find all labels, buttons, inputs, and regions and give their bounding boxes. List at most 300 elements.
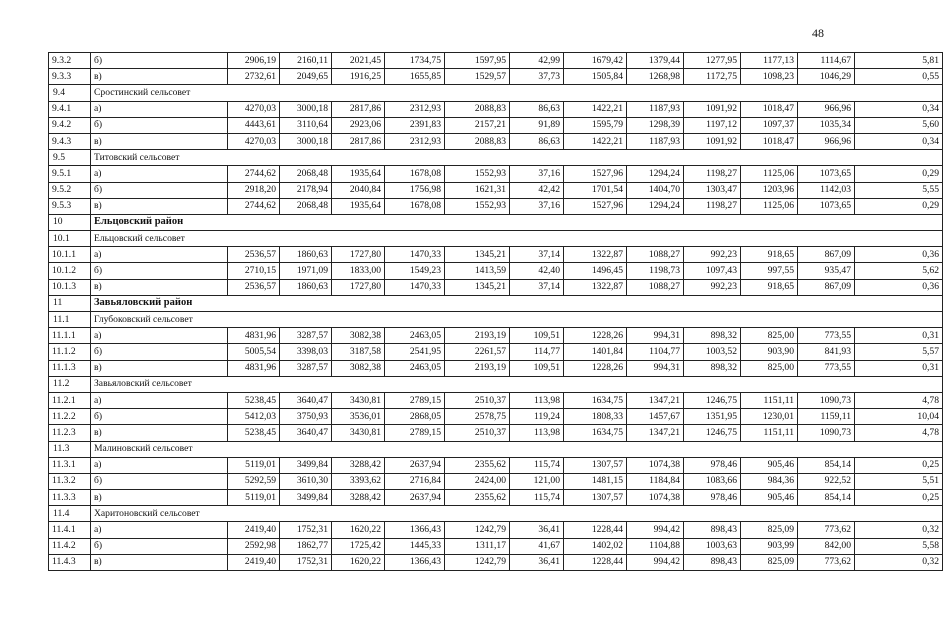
value-cell: 37,16 [510, 198, 564, 214]
district-heading-row [49, 295, 943, 311]
council-heading-row [49, 376, 943, 392]
table-row [49, 53, 943, 69]
value-cell: 2157,21 [445, 117, 510, 133]
value-cell: 1311,17 [445, 538, 510, 554]
council-title: Ельцовский сельсовет [91, 231, 943, 247]
value-cell: 1198,27 [684, 198, 741, 214]
row-subitem: а) [91, 166, 228, 182]
value-cell: 1679,42 [564, 53, 627, 69]
row-code: 11.3.2 [49, 473, 91, 489]
value-cell: 10,04 [855, 409, 943, 425]
value-cell: 5,60 [855, 117, 943, 133]
council-heading-row [49, 312, 943, 328]
value-cell: 903,99 [741, 538, 798, 554]
council-title: Сростинский сельсовет [91, 85, 943, 101]
value-cell: 854,14 [798, 490, 855, 506]
value-cell: 2068,48 [280, 166, 332, 182]
value-cell: 994,42 [627, 522, 684, 538]
value-cell: 5119,01 [228, 490, 280, 506]
value-cell: 1366,43 [385, 554, 445, 570]
value-cell: 86,63 [510, 133, 564, 149]
value-cell: 825,09 [741, 522, 798, 538]
district-title: Ельцовский район [91, 214, 943, 230]
value-cell: 41,67 [510, 538, 564, 554]
value-cell: 2178,94 [280, 182, 332, 198]
row-subitem: б) [91, 182, 228, 198]
table-row [49, 522, 943, 538]
page-number: 48 [812, 26, 824, 40]
value-cell: 1097,37 [741, 117, 798, 133]
council-heading-row [49, 506, 943, 522]
value-cell: 3430,81 [332, 392, 385, 408]
value-cell: 5412,03 [228, 409, 280, 425]
value-cell: 1114,67 [798, 53, 855, 69]
value-cell: 997,55 [741, 263, 798, 279]
council-heading-row [49, 85, 943, 101]
table-row [49, 182, 943, 198]
value-cell: 1197,12 [684, 117, 741, 133]
value-cell: 1620,22 [332, 522, 385, 538]
value-cell: 5,81 [855, 53, 943, 69]
value-cell: 978,46 [684, 457, 741, 473]
row-code: 10.1.2 [49, 263, 91, 279]
value-cell: 1322,87 [564, 279, 627, 295]
value-cell: 1701,54 [564, 182, 627, 198]
row-code: 11.1.3 [49, 360, 91, 376]
row-subitem: в) [91, 490, 228, 506]
value-cell: 4831,96 [228, 360, 280, 376]
value-cell: 1104,88 [627, 538, 684, 554]
value-cell: 4270,03 [228, 101, 280, 117]
value-cell: 773,62 [798, 554, 855, 570]
value-cell: 1971,09 [280, 263, 332, 279]
value-cell: 1083,66 [684, 473, 741, 489]
value-cell: 2744,62 [228, 166, 280, 182]
value-cell: 2592,98 [228, 538, 280, 554]
value-cell: 4831,96 [228, 328, 280, 344]
value-cell: 1833,00 [332, 263, 385, 279]
row-subitem: в) [91, 279, 228, 295]
value-cell: 1634,75 [564, 425, 627, 441]
value-cell: 0,32 [855, 522, 943, 538]
value-cell: 5,62 [855, 263, 943, 279]
value-cell: 1228,44 [564, 522, 627, 538]
value-cell: 2312,93 [385, 133, 445, 149]
row-code: 11.3.3 [49, 490, 91, 506]
table-row [49, 279, 943, 295]
value-cell: 2541,95 [385, 344, 445, 360]
value-cell: 3287,57 [280, 328, 332, 344]
value-cell: 3398,03 [280, 344, 332, 360]
value-cell: 2789,15 [385, 392, 445, 408]
value-cell: 1752,31 [280, 522, 332, 538]
value-cell: 4,78 [855, 392, 943, 408]
value-cell: 1073,65 [798, 166, 855, 182]
row-subitem: б) [91, 263, 228, 279]
value-cell: 1808,33 [564, 409, 627, 425]
value-cell: 1366,43 [385, 522, 445, 538]
value-cell: 0,25 [855, 457, 943, 473]
value-cell: 898,32 [684, 360, 741, 376]
value-cell: 113,98 [510, 392, 564, 408]
row-code: 11.4.1 [49, 522, 91, 538]
row-code: 10.1.3 [49, 279, 91, 295]
value-cell: 1549,23 [385, 263, 445, 279]
table-row [49, 490, 943, 506]
value-cell: 1481,15 [564, 473, 627, 489]
value-cell: 773,55 [798, 328, 855, 344]
value-cell: 1379,44 [627, 53, 684, 69]
table-row [49, 457, 943, 473]
value-cell: 867,09 [798, 247, 855, 263]
value-cell: 2716,84 [385, 473, 445, 489]
value-cell: 1242,79 [445, 522, 510, 538]
value-cell: 2391,83 [385, 117, 445, 133]
value-cell: 1347,21 [627, 392, 684, 408]
value-cell: 5,58 [855, 538, 943, 554]
value-cell: 898,43 [684, 522, 741, 538]
value-cell: 2040,84 [332, 182, 385, 198]
value-cell: 1595,79 [564, 117, 627, 133]
district-title: Завьяловский район [91, 295, 943, 311]
value-cell: 42,99 [510, 53, 564, 69]
value-cell: 1090,73 [798, 392, 855, 408]
value-cell: 842,00 [798, 538, 855, 554]
row-code: 9.5.1 [49, 166, 91, 182]
value-cell: 905,46 [741, 457, 798, 473]
value-cell: 2536,57 [228, 279, 280, 295]
council-title: Малиновский сельсовет [91, 441, 943, 457]
value-cell: 1228,26 [564, 360, 627, 376]
row-code: 9.5.3 [49, 198, 91, 214]
table-row [49, 473, 943, 489]
value-cell: 1470,33 [385, 279, 445, 295]
value-cell: 3082,38 [332, 360, 385, 376]
value-cell: 825,09 [741, 554, 798, 570]
value-cell: 0,29 [855, 198, 943, 214]
value-cell: 1322,87 [564, 247, 627, 263]
value-cell: 1529,57 [445, 69, 510, 85]
value-cell: 1527,96 [564, 166, 627, 182]
value-cell: 3393,62 [332, 473, 385, 489]
value-cell: 2068,48 [280, 198, 332, 214]
row-subitem: а) [91, 247, 228, 263]
value-cell: 2637,94 [385, 490, 445, 506]
row-subitem: в) [91, 69, 228, 85]
value-cell: 2088,83 [445, 101, 510, 117]
row-subitem: б) [91, 409, 228, 425]
row-code: 11.1.1 [49, 328, 91, 344]
value-cell: 3000,18 [280, 133, 332, 149]
table-row [49, 344, 943, 360]
value-cell: 1860,63 [280, 247, 332, 263]
row-subitem: б) [91, 473, 228, 489]
district-heading-row [49, 214, 943, 230]
value-cell: 1734,75 [385, 53, 445, 69]
value-cell: 115,74 [510, 490, 564, 506]
row-subitem: а) [91, 392, 228, 408]
table-row [49, 198, 943, 214]
value-cell: 1088,27 [627, 279, 684, 295]
value-cell: 1752,31 [280, 554, 332, 570]
value-cell: 1860,63 [280, 279, 332, 295]
value-cell: 2923,06 [332, 117, 385, 133]
row-subitem: в) [91, 198, 228, 214]
value-cell: 1151,11 [741, 392, 798, 408]
value-cell: 37,16 [510, 166, 564, 182]
value-cell: 1727,80 [332, 247, 385, 263]
value-cell: 918,65 [741, 247, 798, 263]
value-cell: 918,65 [741, 279, 798, 295]
value-cell: 0,25 [855, 490, 943, 506]
value-cell: 1413,59 [445, 263, 510, 279]
row-subitem: б) [91, 117, 228, 133]
value-cell: 0,34 [855, 101, 943, 117]
row-code: 11.2.1 [49, 392, 91, 408]
value-cell: 115,74 [510, 457, 564, 473]
value-cell: 1935,64 [332, 166, 385, 182]
value-cell: 91,89 [510, 117, 564, 133]
row-subitem: в) [91, 554, 228, 570]
value-cell: 1125,06 [741, 166, 798, 182]
value-cell: 854,14 [798, 457, 855, 473]
value-cell: 1187,93 [627, 133, 684, 149]
value-cell: 2868,05 [385, 409, 445, 425]
value-cell: 1404,70 [627, 182, 684, 198]
row-subitem: а) [91, 101, 228, 117]
value-cell: 5238,45 [228, 392, 280, 408]
row-code: 9.4.2 [49, 117, 91, 133]
value-cell: 0,36 [855, 247, 943, 263]
value-cell: 3000,18 [280, 101, 332, 117]
row-subitem: а) [91, 457, 228, 473]
value-cell: 1074,38 [627, 490, 684, 506]
value-cell: 1187,93 [627, 101, 684, 117]
value-cell: 1621,31 [445, 182, 510, 198]
table-row [49, 538, 943, 554]
row-code: 11.3.1 [49, 457, 91, 473]
value-cell: 3536,01 [332, 409, 385, 425]
value-cell: 2312,93 [385, 101, 445, 117]
value-cell: 2732,61 [228, 69, 280, 85]
value-cell: 1098,23 [741, 69, 798, 85]
table-row [49, 392, 943, 408]
value-cell: 3750,93 [280, 409, 332, 425]
value-cell: 1345,21 [445, 247, 510, 263]
value-cell: 3288,42 [332, 457, 385, 473]
row-code: 11.4 [49, 506, 91, 522]
row-subitem: а) [91, 328, 228, 344]
value-cell: 37,14 [510, 247, 564, 263]
value-cell: 3640,47 [280, 392, 332, 408]
value-cell: 0,31 [855, 328, 943, 344]
value-cell: 1246,75 [684, 425, 741, 441]
value-cell: 3082,38 [332, 328, 385, 344]
value-cell: 0,29 [855, 166, 943, 182]
council-heading-row [49, 231, 943, 247]
value-cell: 0,55 [855, 69, 943, 85]
value-cell: 37,14 [510, 279, 564, 295]
council-heading-row [49, 441, 943, 457]
value-cell: 966,96 [798, 133, 855, 149]
value-cell: 3499,84 [280, 457, 332, 473]
row-code: 11.4.2 [49, 538, 91, 554]
value-cell: 2021,45 [332, 53, 385, 69]
value-cell: 1228,26 [564, 328, 627, 344]
value-cell: 3640,47 [280, 425, 332, 441]
table-row [49, 101, 943, 117]
value-cell: 5,51 [855, 473, 943, 489]
value-cell: 2906,19 [228, 53, 280, 69]
table-row [49, 409, 943, 425]
value-cell: 1159,11 [798, 409, 855, 425]
value-cell: 2817,86 [332, 133, 385, 149]
value-cell: 1655,85 [385, 69, 445, 85]
value-cell: 42,40 [510, 263, 564, 279]
value-cell: 2578,75 [445, 409, 510, 425]
value-cell: 1184,84 [627, 473, 684, 489]
value-cell: 1496,45 [564, 263, 627, 279]
value-cell: 1422,21 [564, 101, 627, 117]
value-cell: 994,31 [627, 360, 684, 376]
row-code: 9.5.2 [49, 182, 91, 198]
value-cell: 841,93 [798, 344, 855, 360]
value-cell: 5292,59 [228, 473, 280, 489]
value-cell: 2637,94 [385, 457, 445, 473]
council-heading-row [49, 150, 943, 166]
value-cell: 1104,77 [627, 344, 684, 360]
value-cell: 1246,75 [684, 392, 741, 408]
row-code: 11.3 [49, 441, 91, 457]
row-code: 10.1.1 [49, 247, 91, 263]
value-cell: 1097,43 [684, 263, 741, 279]
value-cell: 3430,81 [332, 425, 385, 441]
value-cell: 1046,29 [798, 69, 855, 85]
value-cell: 1298,39 [627, 117, 684, 133]
value-cell: 0,32 [855, 554, 943, 570]
value-cell: 2193,19 [445, 328, 510, 344]
value-cell: 1088,27 [627, 247, 684, 263]
value-cell: 1091,92 [684, 101, 741, 117]
council-title: Титовский сельсовет [91, 150, 943, 166]
value-cell: 2355,62 [445, 457, 510, 473]
row-subitem: б) [91, 53, 228, 69]
value-cell: 1445,33 [385, 538, 445, 554]
value-cell: 5238,45 [228, 425, 280, 441]
value-cell: 1091,92 [684, 133, 741, 149]
value-cell: 2463,05 [385, 360, 445, 376]
value-cell: 984,36 [741, 473, 798, 489]
value-cell: 978,46 [684, 490, 741, 506]
value-cell: 773,55 [798, 360, 855, 376]
value-cell: 1268,98 [627, 69, 684, 85]
table-row [49, 69, 943, 85]
table-row [49, 166, 943, 182]
value-cell: 2160,11 [280, 53, 332, 69]
value-cell: 1242,79 [445, 554, 510, 570]
value-cell: 3287,57 [280, 360, 332, 376]
table-row [49, 554, 943, 570]
value-cell: 773,62 [798, 522, 855, 538]
value-cell: 1142,03 [798, 182, 855, 198]
value-cell: 3110,64 [280, 117, 332, 133]
value-cell: 1552,93 [445, 198, 510, 214]
value-cell: 3187,58 [332, 344, 385, 360]
value-cell: 2789,15 [385, 425, 445, 441]
value-cell: 1294,24 [627, 198, 684, 214]
value-cell: 0,36 [855, 279, 943, 295]
value-cell: 2510,37 [445, 392, 510, 408]
value-cell: 119,24 [510, 409, 564, 425]
value-cell: 113,98 [510, 425, 564, 441]
value-cell: 2510,37 [445, 425, 510, 441]
value-cell: 1727,80 [332, 279, 385, 295]
value-cell: 2193,19 [445, 360, 510, 376]
value-cell: 1935,64 [332, 198, 385, 214]
row-code: 9.4.3 [49, 133, 91, 149]
value-cell: 2817,86 [332, 101, 385, 117]
value-cell: 0,31 [855, 360, 943, 376]
table-row [49, 263, 943, 279]
value-cell: 3610,30 [280, 473, 332, 489]
row-code: 9.4.1 [49, 101, 91, 117]
value-cell: 0,34 [855, 133, 943, 149]
row-code: 10 [49, 214, 91, 230]
value-cell: 1018,47 [741, 101, 798, 117]
value-cell: 1347,21 [627, 425, 684, 441]
value-cell: 42,42 [510, 182, 564, 198]
value-cell: 5,55 [855, 182, 943, 198]
row-code: 9.3.2 [49, 53, 91, 69]
value-cell: 2710,15 [228, 263, 280, 279]
value-cell: 1725,42 [332, 538, 385, 554]
value-cell: 966,96 [798, 101, 855, 117]
row-subitem: а) [91, 522, 228, 538]
value-cell: 1003,52 [684, 344, 741, 360]
value-cell: 1035,34 [798, 117, 855, 133]
value-cell: 5,57 [855, 344, 943, 360]
value-cell: 4270,03 [228, 133, 280, 149]
value-cell: 1294,24 [627, 166, 684, 182]
value-cell: 1125,06 [741, 198, 798, 214]
value-cell: 1307,57 [564, 457, 627, 473]
row-subitem: в) [91, 425, 228, 441]
value-cell: 898,43 [684, 554, 741, 570]
council-title: Харитоновский сельсовет [91, 506, 943, 522]
value-cell: 1862,77 [280, 538, 332, 554]
value-cell: 1422,21 [564, 133, 627, 149]
row-code: 9.5 [49, 150, 91, 166]
table-row [49, 425, 943, 441]
value-cell: 992,23 [684, 279, 741, 295]
value-cell: 1151,11 [741, 425, 798, 441]
value-cell: 1345,21 [445, 279, 510, 295]
value-cell: 1177,13 [741, 53, 798, 69]
value-cell: 1597,95 [445, 53, 510, 69]
value-cell: 36,41 [510, 554, 564, 570]
council-title: Завьяловский сельсовет [91, 376, 943, 392]
value-cell: 2536,57 [228, 247, 280, 263]
table-row [49, 247, 943, 263]
value-cell: 1203,96 [741, 182, 798, 198]
value-cell: 1074,38 [627, 457, 684, 473]
value-cell: 1018,47 [741, 133, 798, 149]
value-cell: 1402,02 [564, 538, 627, 554]
tariff-table [48, 52, 943, 571]
value-cell: 1307,57 [564, 490, 627, 506]
value-cell: 37,73 [510, 69, 564, 85]
table-row [49, 133, 943, 149]
